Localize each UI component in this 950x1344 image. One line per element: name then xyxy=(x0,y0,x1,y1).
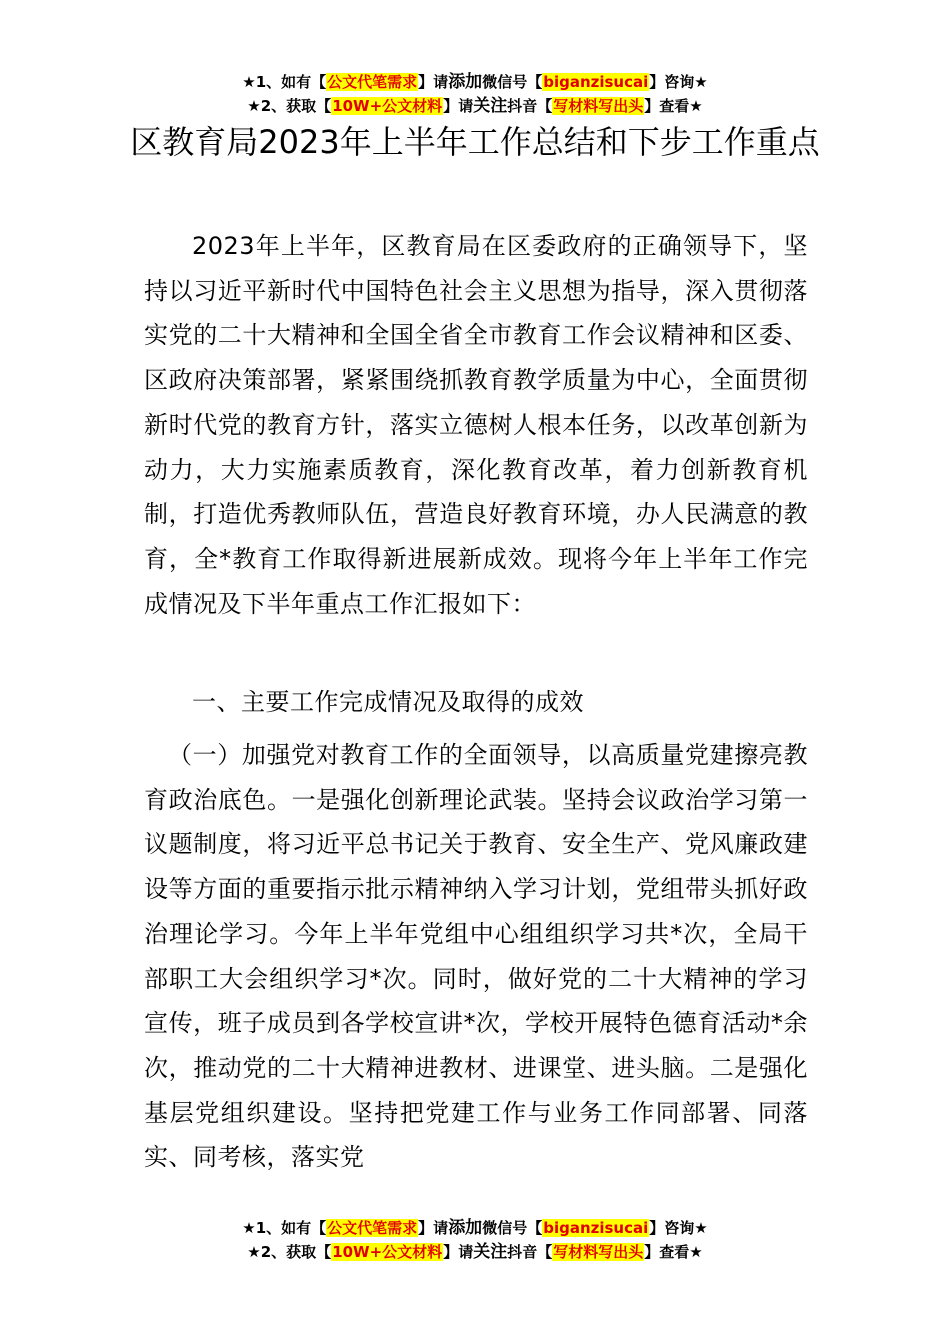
bottom-ad-banner xyxy=(0,1216,950,1264)
ad-line-2 xyxy=(0,1240,950,1264)
document-title: 区教育局2023年上半年工作总结和下步工作重点 xyxy=(130,123,820,161)
ad-douyin-id-highlight: 写材料写出头 xyxy=(553,1243,644,1261)
ad-line1-prefix: ★1、如有【 xyxy=(242,1219,327,1237)
ad-line2-middle2: 抖音【 xyxy=(507,97,553,115)
ad-wechat-id-highlight: biganzisucai xyxy=(543,73,649,91)
ad-materials-highlight: 10W+公文材料 xyxy=(332,1243,443,1261)
ad-line1-emphasis: 添加 xyxy=(448,72,483,92)
ad-line2-middle1: 】请 xyxy=(443,1243,474,1261)
ad-line2-emphasis: 关注 xyxy=(473,96,508,116)
section-paragraph: （一）加强党对教育工作的全面领导，以高质量党建擦亮教育政治底色。一是强化创新理论武装。坚持会议政治学习第一议题制度，将习近平总书记关于教育、安全生产、党风廉政建设等方面的重要指示批示精神纳入学习计划，党组带头抓好政治理论学习。今年上半年党组中心组组织学习共*次，全局干部职工大会组织学习*次。同时，做好党的二十大精神的学习宣传，班子成员到各学校宣讲*次，学校开展特色德育活动*余次，推动党的二十大精神进教材、进课堂、进头脑。二是强化基层党组织建设。坚持把党建工作与业务工作同部署、同落实、同考核，落实党 xyxy=(144,741,808,1172)
ad-line-1 xyxy=(0,1216,950,1240)
ad-line1-suffix: 】咨询★ xyxy=(649,1219,708,1237)
ad-line1-suffix: 】咨询★ xyxy=(649,73,708,91)
ad-line2-prefix: ★2、获取【 xyxy=(247,97,332,115)
ad-line2-emphasis: 关注 xyxy=(473,1242,508,1262)
ad-douyin-id-highlight: 写材料写出头 xyxy=(553,97,644,115)
top-ad-banner xyxy=(0,70,950,118)
ad-wechat-id-highlight: biganzisucai xyxy=(543,1219,649,1237)
ad-line-2 xyxy=(0,94,950,118)
ad-line1-middle1: 】请 xyxy=(418,1219,449,1237)
ad-service-highlight: 公文代笔需求 xyxy=(327,73,418,91)
ad-service-highlight: 公文代笔需求 xyxy=(327,1219,418,1237)
ad-materials-highlight: 10W+公文材料 xyxy=(332,97,443,115)
ad-line2-prefix: ★2、获取【 xyxy=(247,1243,332,1261)
ad-line1-prefix: ★1、如有【 xyxy=(242,73,327,91)
ad-line-1 xyxy=(0,70,950,94)
ad-line2-middle1: 】请 xyxy=(443,97,474,115)
ad-line1-middle2: 微信号【 xyxy=(482,1219,543,1237)
ad-line2-suffix: 】查看★ xyxy=(644,97,703,115)
ad-line2-middle2: 抖音【 xyxy=(507,1243,553,1261)
ad-line1-emphasis: 添加 xyxy=(448,1218,483,1238)
ad-line1-middle2: 微信号【 xyxy=(482,73,543,91)
ad-line1-middle1: 】请 xyxy=(418,73,449,91)
ad-line2-suffix: 】查看★ xyxy=(644,1243,703,1261)
section-heading: 一、主要工作完成情况及取得的成效 xyxy=(192,688,584,716)
intro-paragraph: 2023年上半年，区教育局在区委政府的正确领导下，坚持以习近平新时代中国特色社会主义思想为指导，深入贯彻落实党的二十大精神和全国全省全市教育工作会议精神和区委、区政府决策部署，紧紧围绕抓教育教学质量为中心，全面贯彻新时代党的教育方针，落实立德树人根本任务，以改革创新为动力，大力实施素质教育，深化教育改革，着力创新教育机制，打造优秀教师队伍，营造良好教育环境，办人民满意的教育，全*教育工作取得新进展新成效。现将今年上半年工作完成情况及下半年重点工作汇报如下： xyxy=(144,232,808,618)
